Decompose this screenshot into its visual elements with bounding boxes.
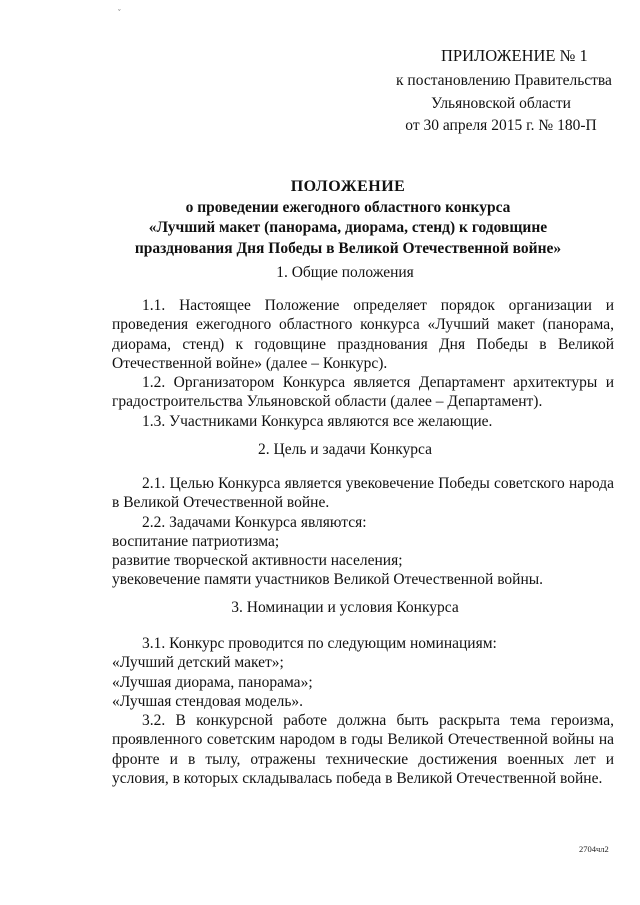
list-item: «Лучший детский макет»; xyxy=(112,654,284,672)
title-line: «Лучший макет (панорама, диорама, стенд) к годовщине xyxy=(148,219,548,236)
approval-line: от 30 апреля 2015 г. № 180-П xyxy=(405,117,597,134)
section-heading: 1. Общие положения xyxy=(276,264,414,281)
paragraph: 1.3. Участниками Конкурса являются все желающие. xyxy=(142,412,493,430)
approval-line: к постановлению Правительства xyxy=(396,72,612,89)
approval-line: Ульяновской области xyxy=(431,94,571,112)
paragraph: 1.1. Настоящее Положение определяет порядок организации и проведения ежегодного областного конкурса «Лучший макет (панорама, диорама, стенд) к годовщине празднования Дня Победы в Великой Отечественной войне» (далее – Конкурс). xyxy=(112,297,614,372)
list-item: развитие творческой активности населения; xyxy=(112,552,403,570)
section-body xyxy=(112,474,614,590)
paragraph: 1.2. Организатором Конкурса является Департамент архитектуры и градостроительства Ульяновской области (далее – Департамент). xyxy=(112,374,614,411)
list-item: увековечение памяти участников Великой Отечественной войны. xyxy=(112,571,544,589)
document-type: ПОЛОЖЕНИЕ xyxy=(290,178,406,195)
paragraph: 3.1. Конкурс проводится по следующим номинациям: xyxy=(142,635,497,652)
approval-reference xyxy=(396,70,612,138)
list-item: «Лучшая стендовая модель». xyxy=(112,692,304,710)
title-line: о проведении ежегодного областного конкурса xyxy=(185,198,511,216)
scan-mark: ˇ xyxy=(118,8,121,17)
document-title xyxy=(100,177,596,259)
section-body xyxy=(112,296,614,431)
document-code: 2704чл2 xyxy=(579,844,609,854)
title-line: празднования Дня Победы в Великой Отечественной войне» xyxy=(134,239,562,257)
section-heading: 3. Номинации и условия Конкурса xyxy=(231,599,459,616)
paragraph: 2.1. Целью Конкурса является увековечение Победы советского народа в Великой Отечественной войне. xyxy=(112,475,614,512)
paragraph: 3.2. В конкурсной работе должна быть раскрыта тема героизма, проявленного советским народом в годы Великой Отечественной войны на фронте и в тылу, отражены технические достижения военных лет и условия, в которых складывалась победа в Великой Отечественной войне. xyxy=(112,712,614,788)
appendix-label: ПРИЛОЖЕНИЕ № 1 xyxy=(441,46,588,65)
paragraph: 2.2. Задачами Конкурса являются: xyxy=(142,513,367,531)
section-heading: 2. Цель и задачи Конкурса xyxy=(258,441,432,458)
list-item: воспитание патриотизма; xyxy=(112,532,280,550)
section-body xyxy=(112,634,614,788)
list-item: «Лучшая диорама, панорама»; xyxy=(112,673,313,691)
